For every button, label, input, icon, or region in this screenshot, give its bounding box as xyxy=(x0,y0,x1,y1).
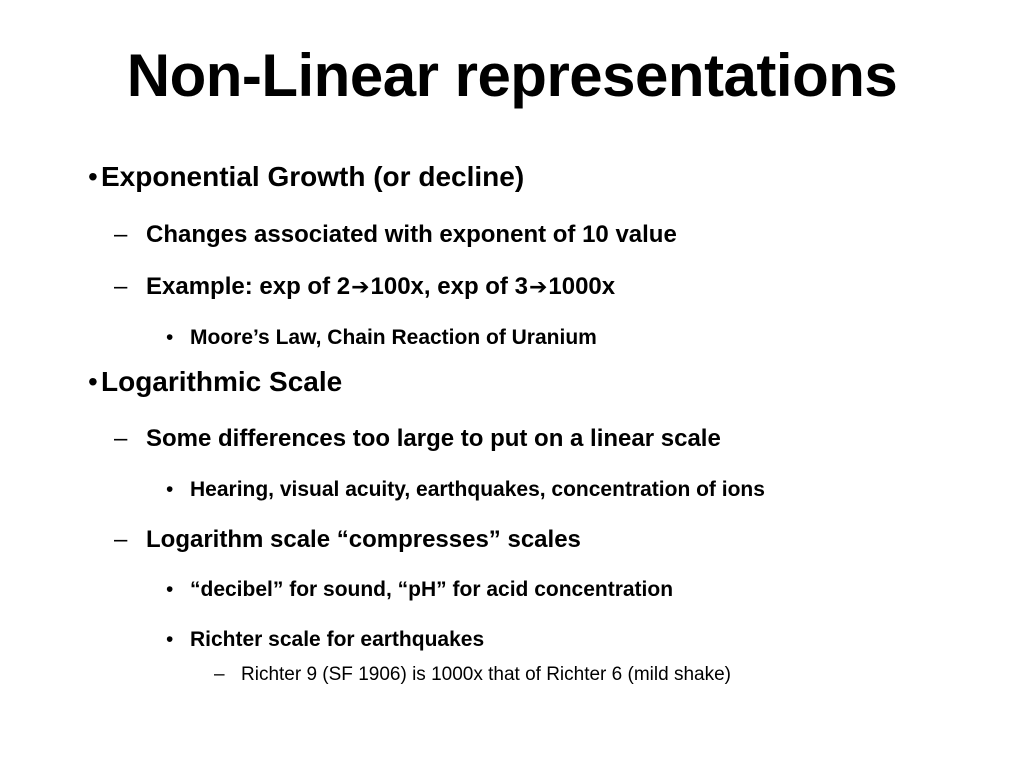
bullet-exponential-growth: Exponential Growth (or decline) xyxy=(101,161,525,192)
sub-sub-bullet-hearing: Hearing, visual acuity, earthquakes, concentration of ions xyxy=(190,478,765,501)
level4-richter-comparison: Richter 9 (SF 1906) is 1000x that of Richter 6 (mild shake) xyxy=(241,664,731,685)
right-arrow-icon: ➔ xyxy=(528,275,548,300)
bullet-marker: • xyxy=(88,161,98,192)
dash-marker: – xyxy=(114,425,128,452)
bullet-marker: • xyxy=(166,326,174,349)
dash-marker: – xyxy=(114,273,128,300)
bullet-marker: • xyxy=(88,366,98,397)
example-part-3: 1000x xyxy=(548,273,616,300)
slide-title: Non-Linear representations xyxy=(126,42,898,109)
sub-sub-bullet-moores-law: Moore’s Law, Chain Reaction of Uranium xyxy=(190,326,597,349)
dash-marker: – xyxy=(214,664,225,685)
sub-bullet-example xyxy=(146,272,615,303)
sub-sub-bullet-richter-scale: Richter scale for earthquakes xyxy=(190,628,485,651)
sub-bullet-compresses: Logarithm scale “compresses” scales xyxy=(146,526,581,553)
bullet-marker: • xyxy=(166,578,174,601)
example-part-2: 100x, exp of 3 xyxy=(370,273,528,300)
dash-marker: – xyxy=(114,221,128,248)
example-part-1: Example: exp of 2 xyxy=(146,273,351,300)
bullet-marker: • xyxy=(166,478,174,501)
dash-marker: – xyxy=(114,526,128,553)
sub-bullet-differences: Some differences too large to put on a linear scale xyxy=(146,425,721,452)
right-arrow-icon: ➔ xyxy=(351,275,370,300)
bullet-marker: • xyxy=(166,628,174,651)
bullet-logarithmic-scale: Logarithmic Scale xyxy=(101,366,343,397)
sub-bullet-changes: Changes associated with exponent of 10 value xyxy=(146,221,677,248)
sub-sub-bullet-decibel: “decibel” for sound, “pH” for acid concentration xyxy=(190,578,674,601)
